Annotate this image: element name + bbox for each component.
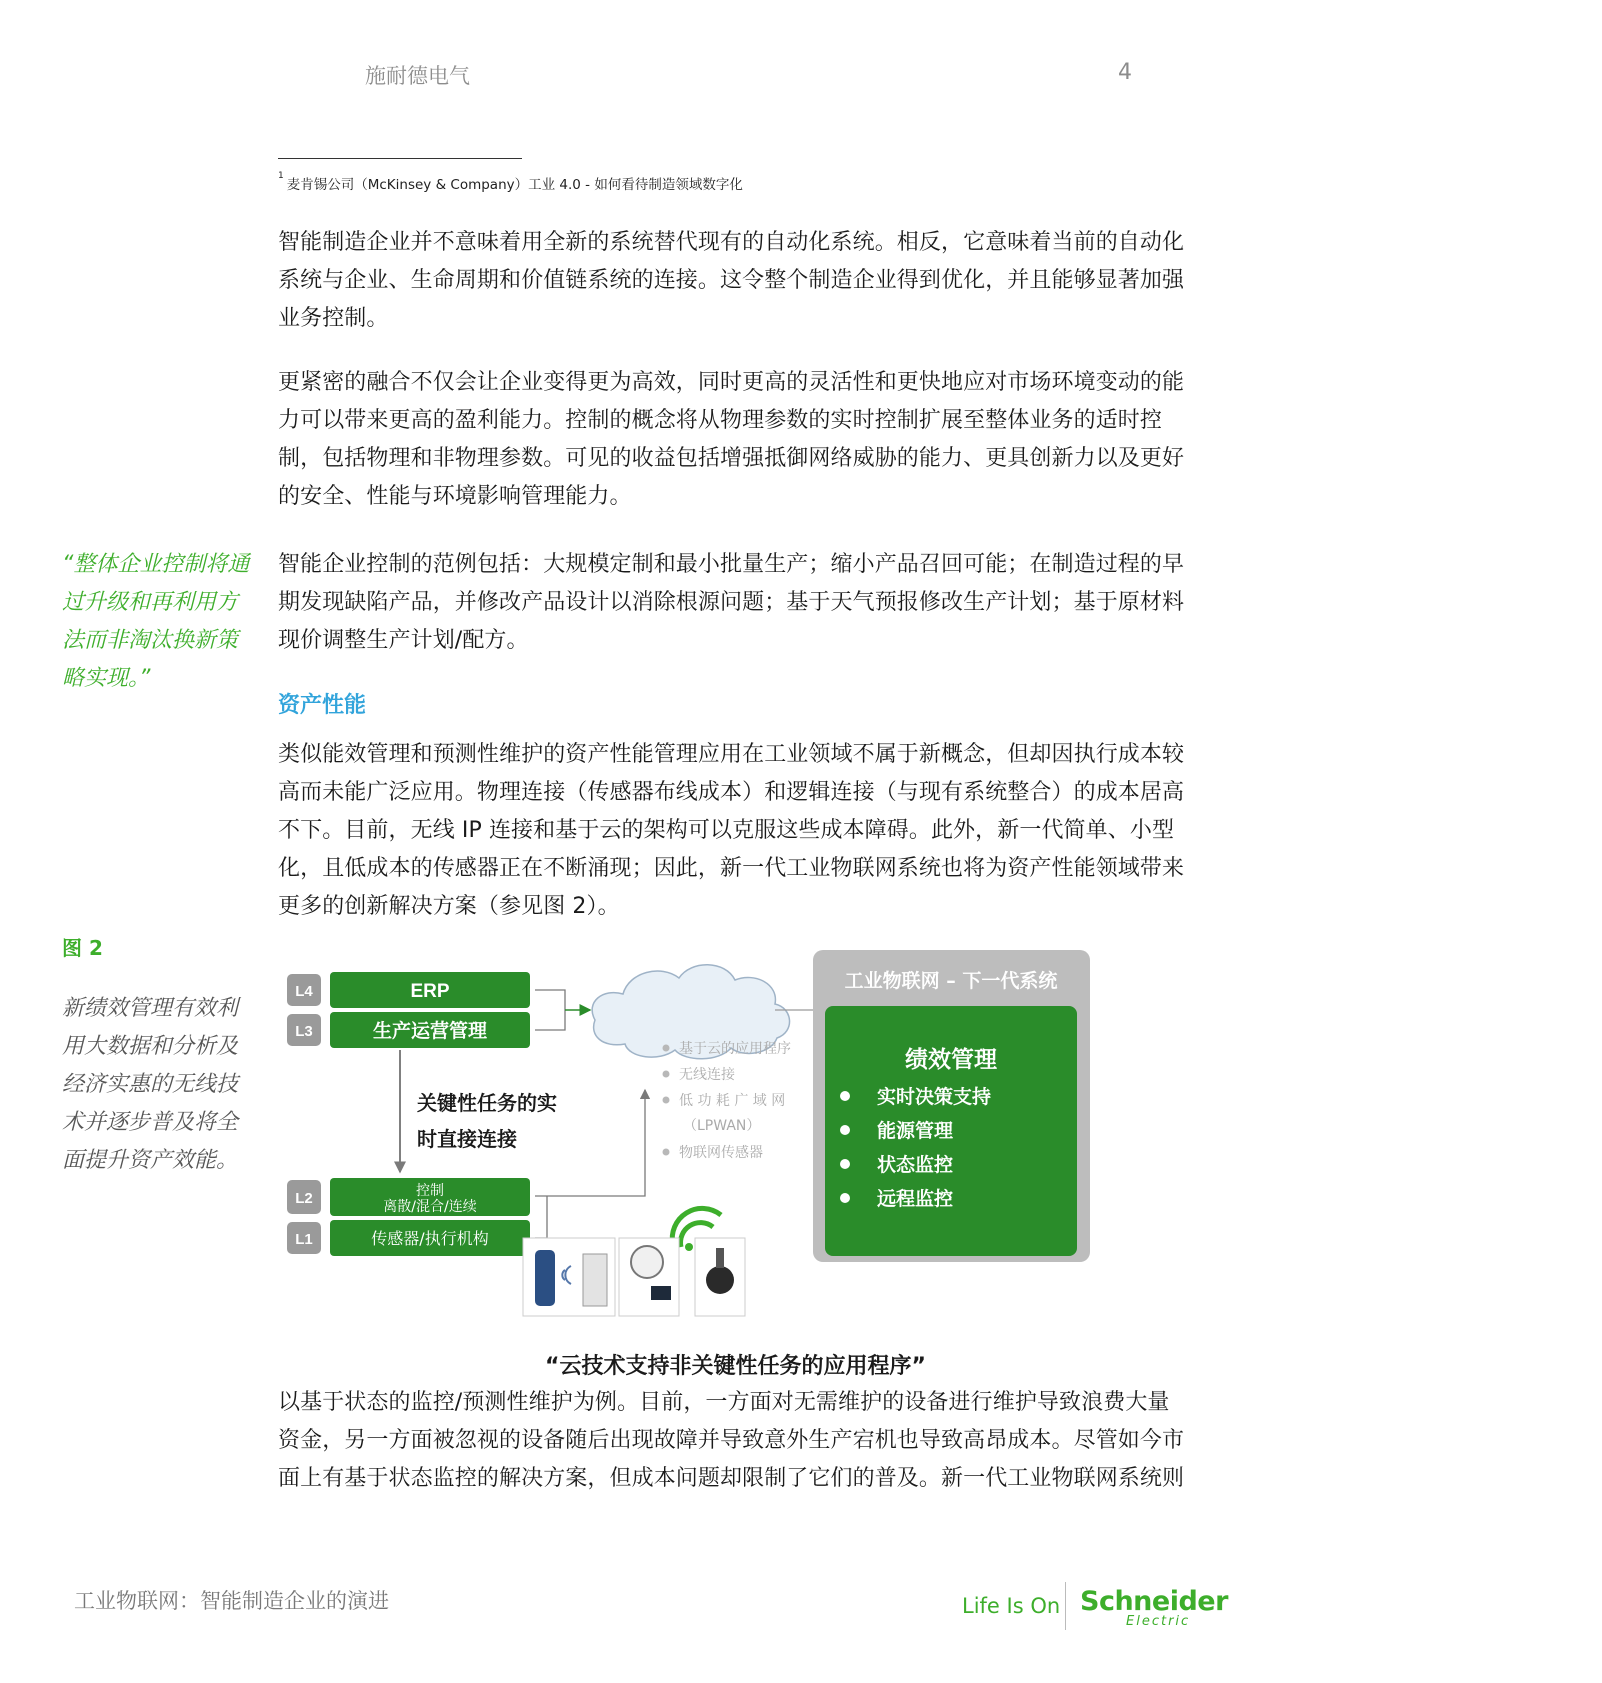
level-tag-l1-text: L1 (295, 1231, 313, 1248)
footnote-text: 麦肯锡公司（McKinsey & Company）工业 4.0 - 如何看待制造领域数字化 (286, 177, 743, 193)
side-quote-line: 略实现。” (62, 666, 151, 691)
iiot-architecture-diagram (285, 950, 1175, 1330)
performance-title: 绩效管理 (905, 1047, 997, 1073)
paragraph-line: 的安全、性能与环境影响管理能力。 (278, 484, 632, 509)
connector-top (535, 990, 565, 1030)
paragraph-line: 力可以带来更高的盈利能力。控制的概念将从物理参数的实时控制扩展至整体业务的适时控 (278, 408, 1163, 433)
transmitter-icon (651, 1286, 671, 1300)
bullet (663, 1149, 670, 1156)
schneider-logo: Schneider (1080, 1586, 1228, 1617)
paragraph-line: 更多的创新解决方案（参见图 2）。 (278, 894, 620, 919)
benefit-2: 能源管理 (877, 1120, 954, 1142)
bullet (840, 1159, 850, 1169)
figure-caption (62, 990, 262, 1180)
cloud-item-5: 物联网传感器 (679, 1145, 763, 1161)
actuator-icon (706, 1266, 734, 1294)
header-company: 施耐德电气 (365, 64, 470, 88)
footnote (278, 173, 743, 193)
figure-subtitle: “云技术支持非关键性任务的应用程序” (545, 1354, 926, 1379)
side-quote-line: 过升级和再利用方 (62, 590, 239, 615)
erp-label: ERP (410, 981, 450, 1002)
bullet (663, 1071, 670, 1078)
paragraph-5 (278, 1384, 1193, 1498)
paragraph-line: 类似能效管理和预测性维护的资产性能管理应用在工业领域不属于新概念，但却因执行成本较 (278, 742, 1185, 767)
paragraph-line: 化，且低成本的传感器正在不断涌现；因此，新一代工业物联网系统也将为资产性能领域带来 (278, 856, 1185, 881)
figure-caption-line: 用大数据和分析及 (62, 1034, 239, 1059)
paragraph-1 (278, 224, 1193, 338)
paragraph-line: 现价调整生产计划/配方。 (278, 628, 529, 653)
figure-caption-line: 面提升资产效能。 (62, 1148, 239, 1173)
din-module-icon (583, 1254, 607, 1306)
side-quote (62, 546, 262, 698)
paragraph-line: 资金，另一方面被忽视的设备随后出现故障并导致意外生产宕机也导致高昂成本。尽管如今市 (278, 1428, 1185, 1453)
bullet (663, 1097, 670, 1104)
bullet (840, 1193, 850, 1203)
figure-caption-line: 术并逐步普及将全 (62, 1110, 239, 1135)
sensor-label: 传感器/执行机构 (371, 1229, 489, 1248)
paragraph-line: 智能企业控制的范例包括：大规模定制和最小批量生产；缩小产品召回可能；在制造过程的早 (278, 552, 1185, 577)
actuator-stem-icon (716, 1248, 724, 1268)
level-tag-l2-text: L2 (295, 1190, 313, 1207)
bullet (840, 1125, 850, 1135)
side-quote-line: “整体企业控制将通 (62, 552, 250, 577)
benefit-4: 远程监控 (877, 1188, 954, 1210)
control-label-line2: 离散/混合/连续 (383, 1199, 477, 1215)
cloud-item-3: 低 功 耗 广 域 网 (679, 1093, 786, 1109)
paragraph-line: 面上有基于状态监控的解决方案，但成本问题却限制了它们的普及。新一代工业物联网系统则 (278, 1466, 1185, 1491)
schneider-logo-sub: Electric (1126, 1614, 1191, 1629)
paragraph-line: 高而未能广泛应用。物理连接（传感器布线成本）和逻辑连接（与现有系统整合）的成本居高 (278, 780, 1185, 805)
figure-caption-line: 新绩效管理有效利 (62, 996, 239, 1021)
connector-bottom-l1 (535, 1196, 547, 1238)
level-tag-l3-text: L3 (295, 1023, 313, 1040)
paragraph-line: 更紧密的融合不仅会让企业变得更为高效，同时更高的灵活性和更快地应对市场环境变动的能 (278, 370, 1185, 395)
cloud-item-2: 无线连接 (679, 1067, 735, 1083)
level-tag-l4-text: L4 (295, 983, 313, 1000)
footer-tagline: Life Is On (962, 1594, 1061, 1618)
cloud-item-1: 基于云的应用程序 (679, 1041, 791, 1057)
paragraph-line: 智能制造企业并不意味着用全新的系统替代现有的自动化系统。相反，它意味着当前的自动化 (278, 230, 1185, 255)
paragraph-4 (278, 736, 1193, 926)
paragraph-line: 业务控制。 (278, 306, 389, 331)
benefit-3: 状态监控 (877, 1154, 954, 1176)
device-thumbnails (523, 1238, 745, 1316)
side-quote-line: 法而非淘汰换新策 (62, 628, 239, 653)
paragraph-line: 制，包括物理和非物理参数。可见的收益包括增强抵御网络威胁的能力、更具创新力以及更好 (278, 446, 1185, 471)
benefit-1: 实时决策支持 (877, 1086, 992, 1108)
paragraph-line: 不下。目前，无线 IP 连接和基于云的架构可以克服这些成本障碍。此外，新一代简单、小型 (278, 818, 1175, 843)
pressure-gauge-icon (631, 1246, 663, 1278)
mes-label: 生产运营管理 (372, 1020, 488, 1042)
paragraph-2 (278, 364, 1193, 516)
proximity-sensor-icon (535, 1250, 555, 1306)
control-label-line1: 控制 (416, 1183, 444, 1199)
figure-caption-line: 经济实惠的无线技 (62, 1072, 239, 1097)
footnote-rule (278, 158, 522, 159)
cloud-item-4: （LPWAN） (683, 1118, 761, 1134)
iiot-panel-title: 工业物联网 – 下一代系统 (844, 970, 1058, 992)
paragraph-line: 系统与企业、生命周期和价值链系统的连接。这令整个制造企业得到优化，并且能够显著加强 (278, 268, 1185, 293)
paragraph-3 (278, 546, 1193, 660)
figure-label: 图 2 (62, 936, 103, 960)
paragraph-line: 以基于状态的监控/预测性维护为例。目前，一方面对无需维护的设备进行维护导致浪费大量 (278, 1390, 1170, 1415)
footer-divider (1065, 1582, 1066, 1630)
critical-link-line1: 关键性任务的实 (417, 1091, 557, 1115)
page-number: 4 (1118, 60, 1132, 85)
critical-link-line2: 时直接连接 (417, 1127, 517, 1151)
section-heading: 资产性能 (278, 693, 367, 718)
footer-title: 工业物联网：智能制造企业的演进 (74, 1589, 389, 1613)
footnote-marker: 1 (278, 171, 284, 181)
bullet (840, 1091, 850, 1101)
paragraph-line: 期发现缺陷产品，并修改产品设计以消除根源问题；基于天气预报修改生产计划；基于原材料 (278, 590, 1185, 615)
bullet (663, 1045, 670, 1052)
